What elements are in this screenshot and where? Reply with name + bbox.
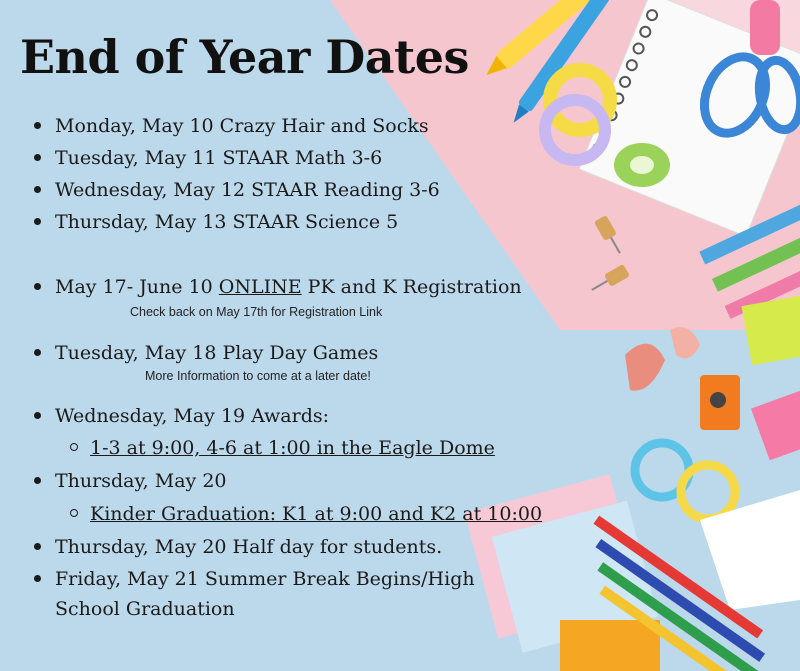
- bullet-icon: [34, 283, 41, 290]
- item-text: Monday, May 10 Crazy Hair and Socks: [55, 115, 429, 137]
- sub-bullet-icon: [70, 509, 78, 517]
- bullet-icon: [34, 575, 41, 582]
- bullet-icon: [34, 218, 41, 225]
- bullet-icon: [34, 349, 41, 356]
- bullet-icon: [34, 154, 41, 161]
- online-underlined: ONLINE: [218, 276, 302, 298]
- awards-times: 1-3 at 9:00, 4-6 at 1:00 in the Eagle Dome: [90, 437, 495, 459]
- registration-item: [34, 276, 522, 298]
- half-day-item: [34, 536, 442, 558]
- awards-item: [34, 405, 329, 427]
- kinder-item: [34, 470, 227, 492]
- bullet-icon: [34, 477, 41, 484]
- item-text: Thursday, May 20: [55, 470, 227, 492]
- registration-note: Check back on May 17th for Registration Link: [130, 305, 383, 319]
- play-day-item: [34, 342, 378, 364]
- list-item: [34, 211, 398, 233]
- sub-bullet-icon: [70, 443, 78, 451]
- awards-sub-item: [70, 437, 495, 459]
- bullet-icon: [34, 186, 41, 193]
- summer-item-continued: School Graduation: [55, 598, 235, 620]
- bullet-icon: [34, 122, 41, 129]
- item-text: Wednesday, May 19 Awards:: [55, 405, 330, 427]
- item-text: Thursday, May 20 Half day for students.: [55, 536, 443, 558]
- summer-item: [34, 568, 475, 590]
- kinder-graduation-times: Kinder Graduation: K1 at 9:00 and K2 at 10:00: [90, 503, 543, 525]
- registration-post: PK and K Registration: [301, 276, 522, 298]
- bullet-icon: [34, 543, 41, 550]
- page-title: End of Year Dates: [20, 30, 469, 84]
- item-text: Tuesday, May 18 Play Day Games: [55, 342, 379, 364]
- play-day-note: More Information to come at a later date!: [145, 369, 371, 383]
- registration-pre: May 17- June 10: [55, 276, 219, 298]
- list-item: [34, 147, 382, 169]
- bullet-icon: [34, 412, 41, 419]
- list-item: [34, 115, 429, 137]
- item-text: Thursday, May 13 STAAR Science 5: [55, 211, 399, 233]
- item-text: Friday, May 21 Summer Break Begins/High: [55, 568, 475, 590]
- item-text: Tuesday, May 11 STAAR Math 3-6: [55, 147, 383, 169]
- kinder-sub-item: [70, 503, 542, 525]
- item-text: Wednesday, May 12 STAAR Reading 3-6: [55, 179, 440, 201]
- list-item: [34, 179, 440, 201]
